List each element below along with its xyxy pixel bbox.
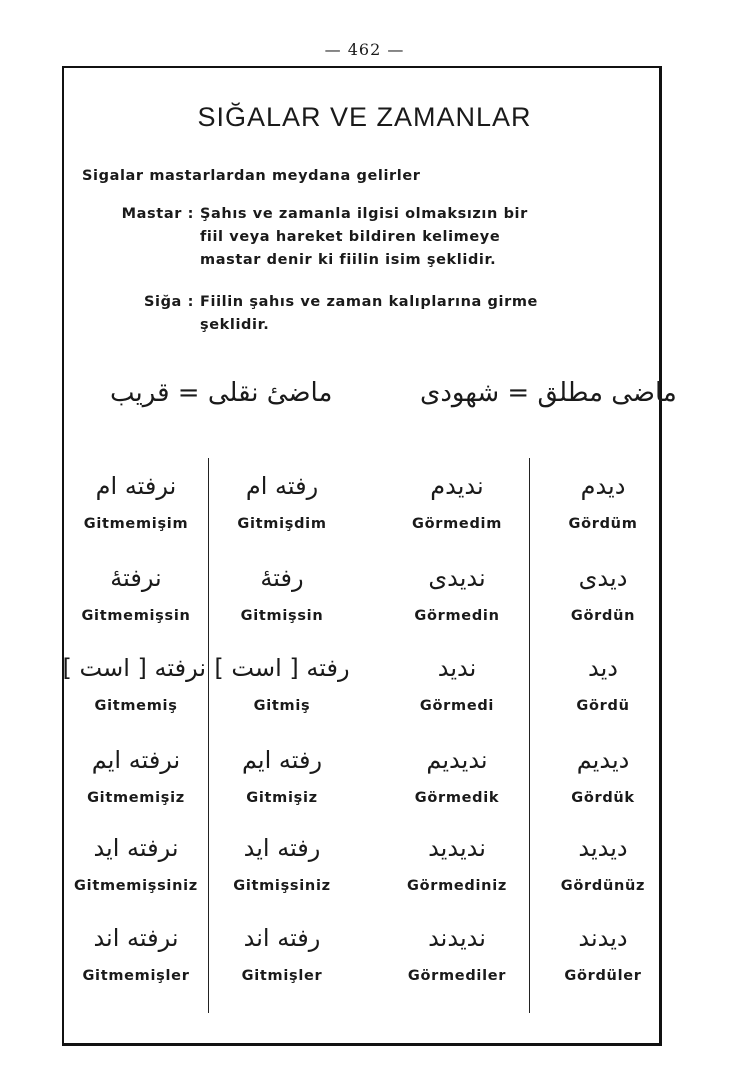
conjugation-cell: [388, 744, 526, 806]
arabic-form: ندیدید: [428, 834, 486, 862]
conjugation-cell: [388, 652, 526, 714]
conjugation-cell: [548, 744, 658, 806]
arabic-form: ندیدی: [428, 564, 486, 592]
arabic-form: نرفته اید: [93, 834, 179, 862]
conjugation-cell: [212, 562, 352, 624]
turkish-form: Gitmiş: [253, 698, 311, 714]
conjugation-cell: [212, 652, 352, 714]
arabic-form: دیدیم: [576, 746, 630, 774]
arabic-form: دیدید: [578, 834, 628, 862]
turkish-form: Gitmişsin: [240, 608, 324, 624]
conjugation-cell: [66, 470, 206, 532]
turkish-form: Gitmemiş: [94, 698, 178, 714]
conjugation-cell: [548, 832, 658, 894]
turkish-form: Gitmişler: [241, 968, 323, 984]
conjugation-cell: [548, 652, 658, 714]
arabic-form: رفتهٔ: [260, 564, 304, 592]
conjugation-cell: [388, 922, 526, 984]
definition-text: Şahıs ve zamanla ilgisi olmaksızın bir fiil veya hareket bildiren kelimeye mastar denir ki fiilin isim şeklidir.: [200, 206, 528, 268]
conjugation-cell: [66, 832, 206, 894]
conjugation-cell: [388, 562, 526, 624]
arabic-form: دیدم: [580, 472, 626, 500]
arabic-form: نرفته ایم: [91, 746, 181, 774]
turkish-form: Görmedik: [414, 790, 500, 806]
arabic-form: نرفته ام: [95, 472, 177, 500]
turkish-form: Gitmemişiz: [87, 790, 185, 806]
arabic-form: نرفتهٔ: [110, 564, 162, 592]
page-number: — 462 —: [324, 40, 405, 59]
turkish-form: Gitmişdim: [237, 516, 327, 532]
intro-text: Sigalar mastarlardan meydana gelirler: [82, 168, 421, 184]
arabic-form: رفته ایم: [241, 746, 323, 774]
conjugation-cell: [388, 832, 526, 894]
turkish-form: Gitmişsiniz: [233, 878, 331, 894]
arabic-form: رفته اند: [243, 924, 321, 952]
page-title: SIĞALAR VE ZAMANLAR: [197, 102, 532, 132]
column-divider: [208, 458, 209, 1013]
conjugation-cell: [212, 744, 352, 806]
turkish-form: Gitmemişsiniz: [74, 878, 198, 894]
turkish-form: Görmediniz: [406, 878, 508, 894]
arabic-form: ندیدم: [430, 472, 484, 500]
arabic-form: دیدند: [578, 924, 628, 952]
conjugation-cell: [212, 470, 352, 532]
turkish-form: Gördün: [570, 608, 636, 624]
conjugation-cell: [212, 832, 352, 894]
turkish-form: Görmedim: [411, 516, 503, 532]
conjugation-cell: [388, 470, 526, 532]
turkish-form: Gördü: [576, 698, 630, 714]
turkish-form: Gitmemişsin: [81, 608, 191, 624]
conjugation-cell: [548, 562, 658, 624]
heading-mazi-mutlak: ماضی مطلق = شهودی: [420, 378, 677, 408]
turkish-form: Gitmemişler: [82, 968, 190, 984]
heading-mazi-nakli: ماضیٔ نقلی = قریب: [110, 378, 333, 408]
arabic-form: ندیدیم: [426, 746, 488, 774]
arabic-form: رفته [ است ]: [214, 654, 350, 682]
turkish-form: Gördük: [571, 790, 635, 806]
definition-term: Siğa :: [143, 294, 194, 310]
conjugation-cell: [548, 922, 658, 984]
definition-siga: [70, 291, 575, 337]
arabic-form: نرفته اند: [93, 924, 179, 952]
arabic-form: دید: [588, 654, 618, 682]
arabic-form: نرفته [ است ]: [62, 654, 206, 682]
conjugation-cell: [66, 744, 206, 806]
arabic-form: ندید: [437, 654, 477, 682]
definition-term: Mastar :: [121, 206, 194, 222]
column-divider: [529, 458, 530, 1013]
turkish-form: Gördüler: [564, 968, 642, 984]
conjugation-cell: [66, 922, 206, 984]
turkish-form: Gördünüz: [560, 878, 646, 894]
arabic-form: دیدی: [578, 564, 628, 592]
conjugation-cell: [62, 652, 206, 714]
turkish-form: Gördüm: [568, 516, 638, 532]
turkish-form: Gitmişiz: [246, 790, 318, 806]
arabic-form: ندیدند: [428, 924, 486, 952]
conjugation-cell: [548, 470, 658, 532]
arabic-form: رفته ام: [245, 472, 319, 500]
definition-mastar: [70, 203, 575, 272]
definition-text: Fiilin şahıs ve zaman kalıplarına girme şeklidir.: [200, 294, 538, 333]
turkish-form: Görmediler: [407, 968, 507, 984]
turkish-form: Gitmemişim: [83, 516, 189, 532]
conjugation-cell: [66, 562, 206, 624]
turkish-form: Görmedin: [414, 608, 500, 624]
turkish-form: Görmedi: [419, 698, 495, 714]
conjugation-cell: [212, 922, 352, 984]
arabic-form: رفته اید: [243, 834, 321, 862]
